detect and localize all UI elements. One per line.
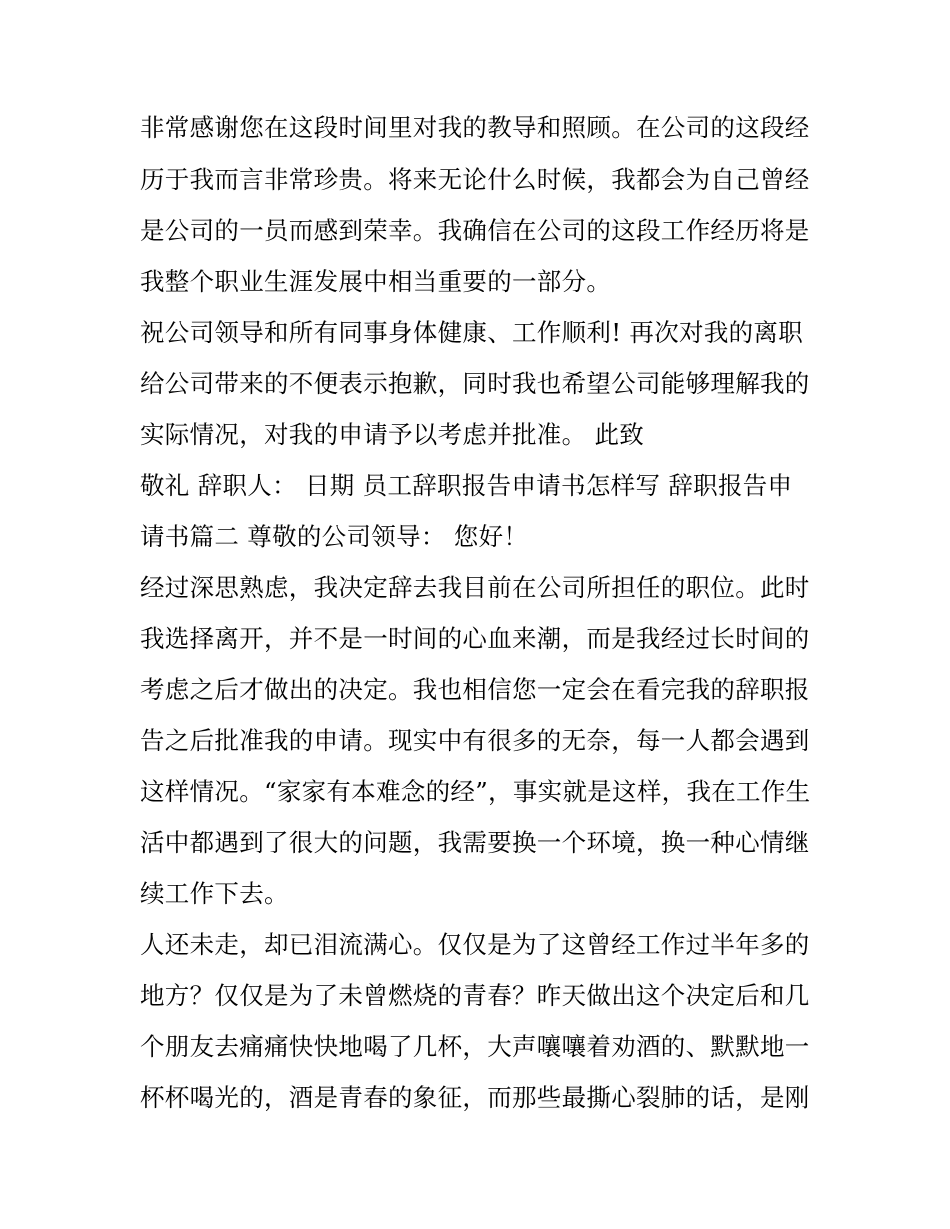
text-line-20: 杯杯喝光的，酒是青春的象征，而那些最撕心裂肺的话，是刚 xyxy=(140,1083,810,1112)
text-line-12: 考虑之后才做出的决定。我也相信您一定会在看完我的辞职报 xyxy=(140,675,810,704)
text-line-7: 实际情况，对我的申请予以考虑并批准。 此致 xyxy=(140,420,645,449)
text-line-18: 地方？仅仅是为了未曾燃烧的青春？昨天做出这个决定后和几 xyxy=(140,981,810,1010)
text-line-19: 个朋友去痛痛快快地喝了几杯，大声嚷嚷着劝酒的、默默地一 xyxy=(140,1032,810,1061)
text-line-17: 人还未走，却已泪流满心。仅仅是为了这曾经工作过半年多的 xyxy=(140,930,810,959)
text-line-15: 活中都遇到了很大的问题，我需要换一个环境，换一种心情继 xyxy=(140,828,810,857)
text-line-3: 是公司的一员而感到荣幸。我确信在公司的这段工作经历将是 xyxy=(140,216,810,245)
text-line-14: 这样情况。“家家有本难念的经”，事实就是这样，我在工作生 xyxy=(140,777,811,806)
text-line-5: 祝公司领导和所有同事身体健康、工作顺利! 再次对我的离职 xyxy=(140,318,804,347)
text-line-11: 我选择离开，并不是一时间的心血来潮，而是我经过长时间的 xyxy=(140,624,810,653)
text-line-16: 续工作下去。 xyxy=(140,879,289,908)
text-line-9: 请书篇二 尊敬的公司领导： 您好！ xyxy=(140,522,529,551)
text-line-10: 经过深思熟虑，我决定辞去我目前在公司所担任的职位。此时 xyxy=(140,573,810,602)
text-line-13: 告之后批准我的申请。现实中有很多的无奈，每一人都会遇到 xyxy=(140,726,810,755)
text-line-4: 我整个职业生涯发展中相当重要的一部分。 xyxy=(140,267,612,296)
text-line-6: 给公司带来的不便表示抱歉，同时我也希望公司能够理解我的 xyxy=(140,369,810,398)
text-line-8: 敬礼 辞职人： 日期 员工辞职报告申请书怎样写 辞职报告申 xyxy=(140,471,793,500)
text-line-2: 历于我而言非常珍贵。将来无论什么时候，我都会为自己曾经 xyxy=(140,165,810,194)
text-line-1: 非常感谢您在这段时间里对我的教导和照顾。在公司的这段经 xyxy=(140,113,810,142)
